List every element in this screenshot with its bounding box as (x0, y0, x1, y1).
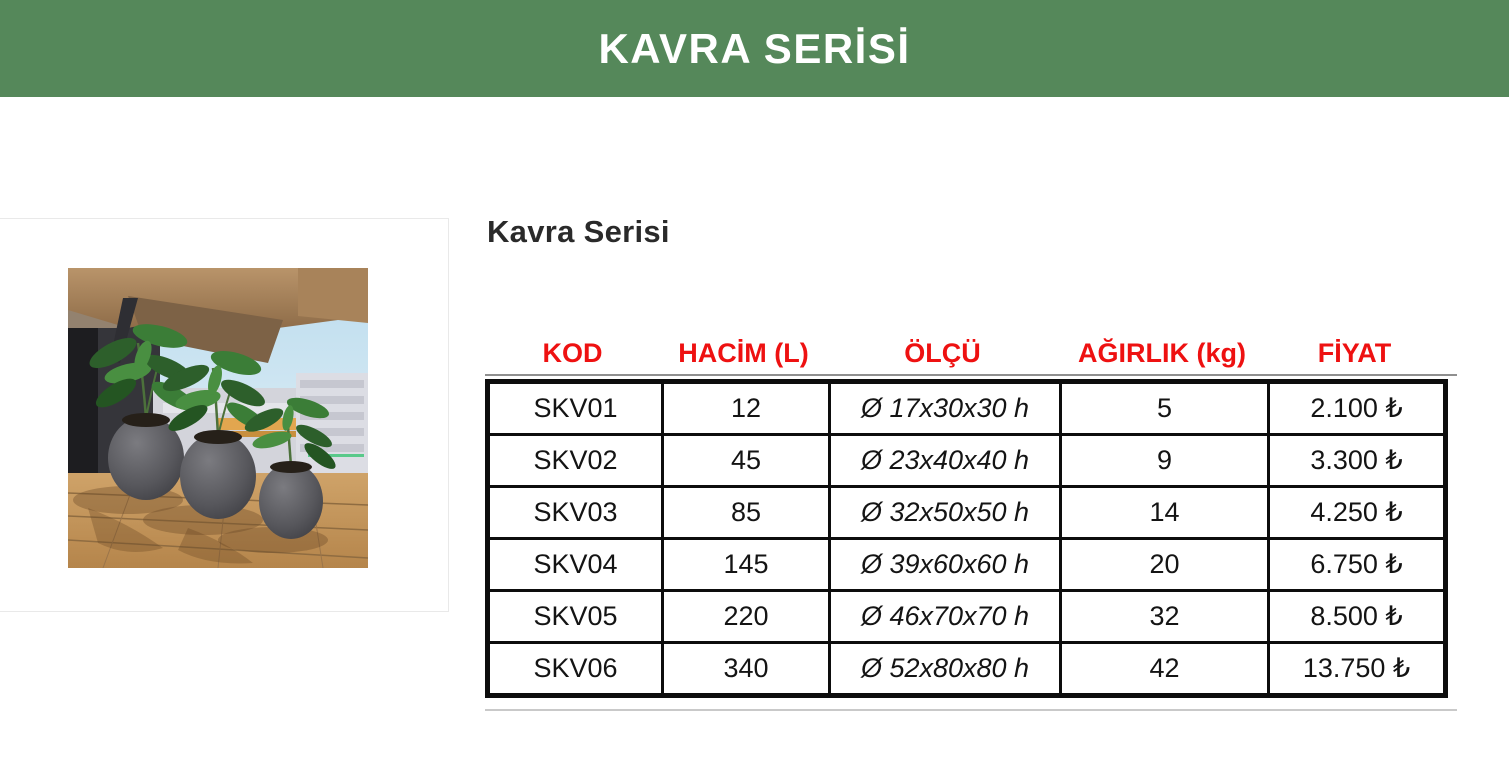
spec-table-body (488, 382, 1446, 696)
page-banner (0, 0, 1509, 97)
table-cell: 12 (663, 382, 830, 435)
table-cell: SKV02 (488, 435, 663, 487)
table-cell: 32 (1061, 591, 1269, 643)
table-cell: 220 (663, 591, 830, 643)
table-cell: 2.100 ₺ (1269, 382, 1446, 435)
column-header: ÖLÇÜ (904, 338, 981, 368)
table-cell: 42 (1061, 643, 1269, 696)
table-cell: Ø 32x50x50 h (830, 487, 1061, 539)
page-title: KAVRA SERİSİ (598, 24, 911, 72)
table-cell: 340 (663, 643, 830, 696)
section-title: Kavra Serisi (487, 214, 670, 249)
column-header: HACİM (L) (678, 338, 809, 368)
table-cell: Ø 39x60x60 h (830, 539, 1061, 591)
table-cell: 45 (663, 435, 830, 487)
spec-table-area (485, 333, 1457, 711)
bottom-separator-line (485, 709, 1457, 711)
header-separator-line (485, 374, 1457, 376)
table-cell: 20 (1061, 539, 1269, 591)
table-cell: SKV06 (488, 643, 663, 696)
table-cell: 6.750 ₺ (1269, 539, 1446, 591)
table-row (488, 591, 1446, 643)
table-cell: 5 (1061, 382, 1269, 435)
column-header: KOD (542, 338, 603, 368)
table-cell: Ø 52x80x80 h (830, 643, 1061, 696)
table-row (488, 539, 1446, 591)
table-cell: SKV05 (488, 591, 663, 643)
table-cell: 8.500 ₺ (1269, 591, 1446, 643)
table-row (488, 487, 1446, 539)
table-row (488, 435, 1446, 487)
table-row (488, 382, 1446, 435)
table-cell: 13.750 ₺ (1269, 643, 1446, 696)
table-cell: 4.250 ₺ (1269, 487, 1446, 539)
table-cell: SKV04 (488, 539, 663, 591)
table-cell: 14 (1061, 487, 1269, 539)
table-cell: 9 (1061, 435, 1269, 487)
table-cell: SKV03 (488, 487, 663, 539)
table-cell: Ø 17x30x30 h (830, 382, 1061, 435)
table-cell: Ø 23x40x40 h (830, 435, 1061, 487)
column-header: AĞIRLIK (kg) (1078, 338, 1246, 368)
column-header: FİYAT (1317, 338, 1392, 368)
spec-table (485, 379, 1448, 698)
table-cell: Ø 46x70x70 h (830, 591, 1061, 643)
product-photo (68, 268, 368, 568)
table-row (488, 643, 1446, 696)
table-cell: 145 (663, 539, 830, 591)
table-cell: SKV01 (488, 382, 663, 435)
table-cell: 85 (663, 487, 830, 539)
table-cell: 3.300 ₺ (1269, 435, 1446, 487)
table-header-row (485, 333, 1457, 374)
